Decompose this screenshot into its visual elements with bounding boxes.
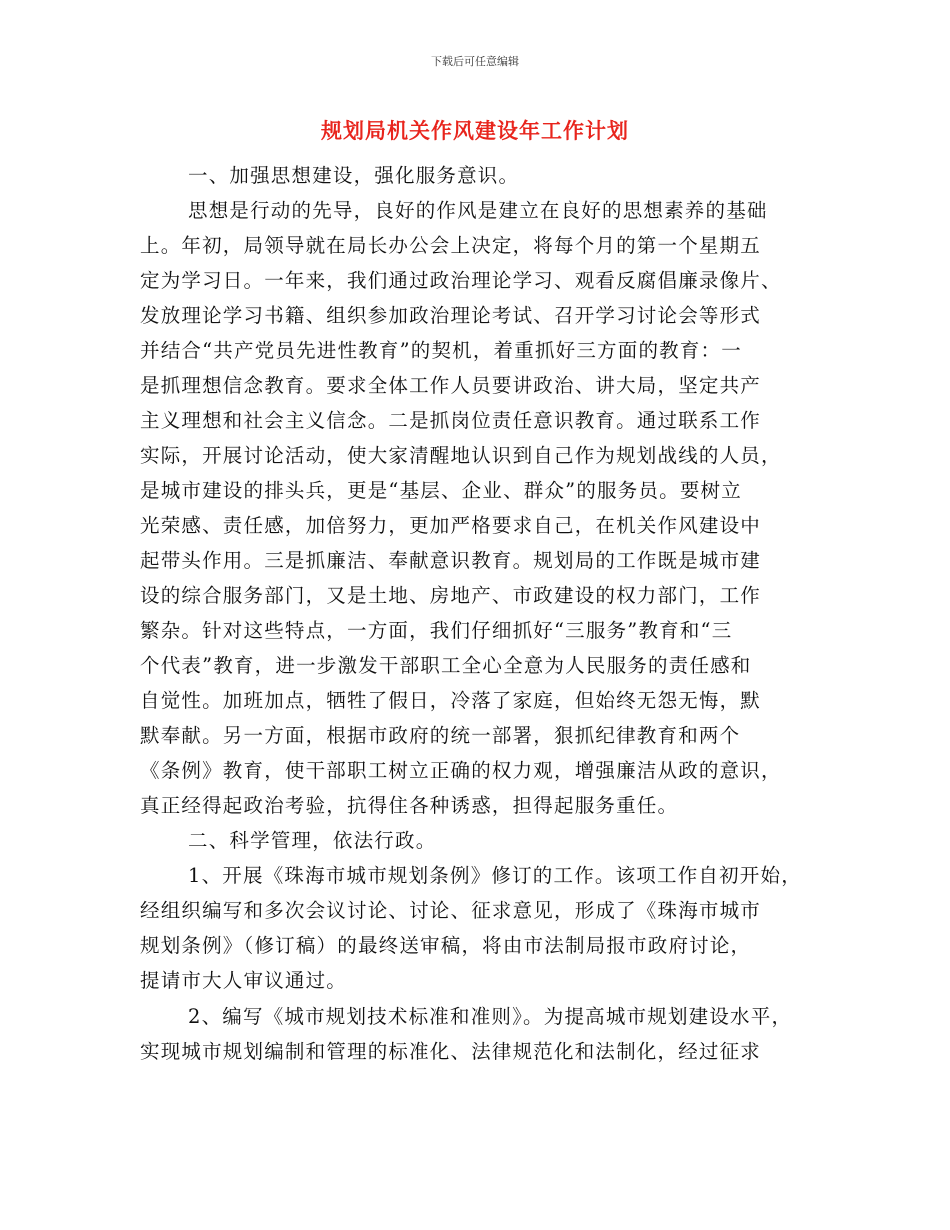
body-line: 2、编写《城市规划技术标准和准则》。为提高城市规划建设水平， — [188, 1005, 793, 1028]
body-line: 是城市建设的排头兵，更是“基层、企业、群众”的服务员。要树立 — [140, 479, 742, 502]
body-line: 主义理想和社会主义信念。二是抓岗位责任意识教育。通过联系工作 — [140, 409, 762, 432]
body-line: 二、科学管理，依法行政。 — [188, 829, 437, 852]
body-line: 规划条例》（修订稿）的最终送审稿，将由市法制局报市政府讨论， — [140, 934, 752, 957]
body-line: 提请市大人审议通过。 — [140, 969, 348, 992]
page-header-note: 下载后可任意编辑 — [431, 55, 519, 68]
body-line: 繁杂。针对这些特点，一方面，我们仔细抓好“三服务”教育和“三 — [140, 619, 733, 642]
body-line: 真正经得起政治考验，抗得住各种诱惑，担得起服务重任。 — [140, 794, 679, 817]
body-line: 自觉性。加班加点，牺牲了假日，冷落了家庭，但始终无怨无悔，默 — [140, 689, 762, 712]
body-line: 发放理论学习书籍、组织参加政治理论考试、召开学习讨论会等形式 — [140, 304, 762, 327]
body-line: 并结合“共产党员先进性教育”的契机，着重抓好三方面的教育：一 — [140, 339, 742, 362]
body-line: 默奉献。另一方面，根据市政府的统一部署，狠抓纪律教育和两个 — [140, 724, 741, 747]
body-line: 思想是行动的先导，良好的作风是建立在良好的思想素养的基础 — [188, 199, 768, 222]
body-line: 设的综合服务部门，又是土地、房地产、市政建设的权力部门，工作 — [140, 584, 762, 607]
body-line: 《条例》教育，使干部职工树立正确的权力观，增强廉洁从政的意识， — [140, 759, 782, 782]
body-line: 经组织编写和多次会议讨论、讨论、征求意见，形成了《珠海市城市 — [140, 899, 762, 922]
body-line: 一、加强思想建设，强化服务意识。 — [188, 164, 520, 187]
body-line: 定为学习日。一年来，我们通过政治理论学习、观看反腐倡廉录像片、 — [140, 269, 782, 292]
body-line: 上。年初，局领导就在局长办公会上决定，将每个月的第一个星期五 — [140, 234, 762, 257]
body-line: 是抓理想信念教育。要求全体工作人员要讲政治、讲大局，坚定共产 — [140, 374, 762, 397]
body-line: 实际，开展讨论活动，使大家清醒地认识到自己作为规划战线的人员， — [140, 444, 782, 467]
document-title: 规划局机关作风建设年工作计划 — [321, 119, 629, 143]
body-line: 光荣感、责任感，加倍努力，更加严格要求自己，在机关作风建设中 — [140, 514, 762, 537]
body-line: 个代表”教育，进一步激发干部职工全心全意为人民服务的责任感和 — [140, 654, 752, 677]
body-line: 1、开展《珠海市城市规划条例》修订的工作。该项工作自初开始， — [188, 864, 802, 887]
body-line: 实现城市规划编制和管理的标准化、法律规范化和法制化，经过征求 — [140, 1040, 762, 1063]
body-line: 起带头作用。三是抓廉洁、奉献意识教育。规划局的工作既是城市建 — [140, 549, 762, 572]
